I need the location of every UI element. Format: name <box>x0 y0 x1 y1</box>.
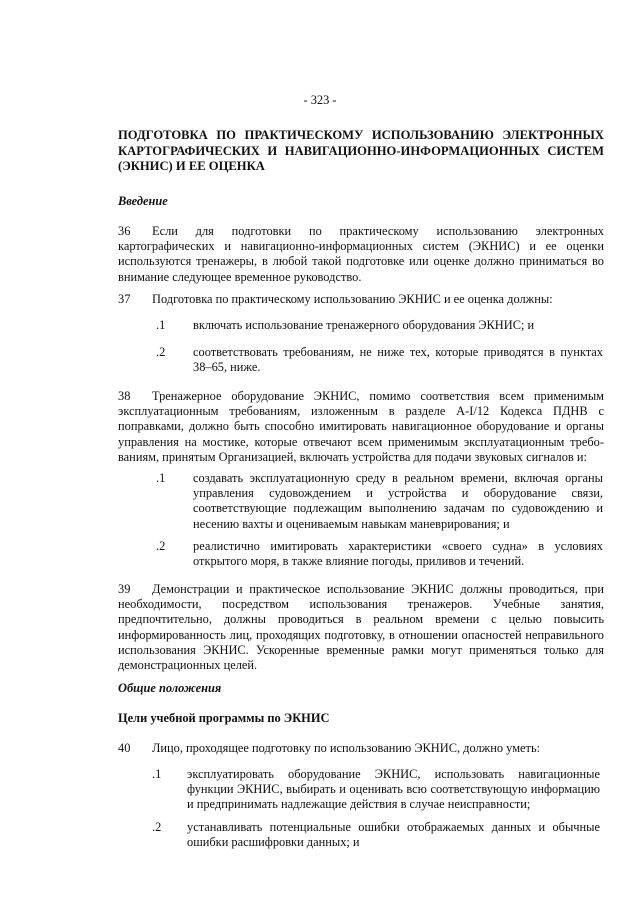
heading-general-provisions: Общие положения <box>118 681 222 695</box>
paragraph-number: 37 <box>118 292 131 306</box>
paragraph-40 <box>118 741 604 756</box>
paragraph-text: Демонстрации и практическое использование ЭКНИС должны проводиться, при необходимости, посредством использования тренажеров. Учебные занятия, предпочтительно, должны проводиться в реальном времени с целью повысить информированность лиц, проходящих подготовку, в отношении опасностей неправильного использования ЭКНИС. Ускоренные временные рамки могут применяться только для демонстрационных целей. <box>118 582 604 673</box>
paragraph-37 <box>118 292 604 307</box>
paragraph-number: 38 <box>118 389 131 403</box>
list-item-number: .2 <box>152 820 162 834</box>
list-item-text: соответствовать требованиям, не ниже тех, которые приводятся в пунктах 38–65, ниже. <box>193 345 603 375</box>
list-item-text: эксплуатировать оборудование ЭКНИС, использовать навигационные функции ЭКНИС, выбирать и оценивать всю соответствующую информацию и предпринимать надлежащие действия в случае неисправности; <box>187 767 600 812</box>
paragraph-text: Тренажерное оборудование ЭКНИС, помимо соответствия всем применимым эксплуатационным требованиям, изложенным в разделе A-I/12 Кодекса ПДНВ с поправками, должно быть способно имитировать навигационное оборудование и органы управления на мостике, которые отвечают всем применимым эксплуатационным требо-ваниям, принятым Организацией, включать устройства для подачи звуковых сигналов и: <box>118 389 604 464</box>
paragraph-number: 40 <box>118 741 131 755</box>
paragraph-number: 39 <box>118 582 131 596</box>
list-item-text: реалистично имитировать характеристики «своего судна» в условиях открытого моря, в также влияние погоды, приливов и течений. <box>193 539 603 569</box>
heading-curriculum-goals: Цели учебной программы по ЭКНИС <box>118 711 330 725</box>
list-item-number: .1 <box>156 471 166 485</box>
paragraph-39 <box>118 582 604 673</box>
list-item-text: включать использование тренажерного оборудования ЭКНИС; и <box>193 318 535 332</box>
paragraph-text: Подготовка по практическому использованию ЭКНИС и ее оценка должны: <box>152 292 553 306</box>
list-item-number: .1 <box>152 767 162 781</box>
section-title: ПОДГОТОВКА ПО ПРАКТИЧЕСКОМУ ИСПОЛЬЗОВАНИЮ ЭЛЕКТРОННЫХ КАРТОГРАФИЧЕСКИХ И НАВИГАЦИОННО-ИНФОРМАЦИОННЫХ СИСТЕМ (ЭКНИС) И ЕЕ ОЦЕНКА <box>118 128 604 174</box>
paragraph-text: Если для подготовки по практическому использованию электронных картографических и навигационно-информационных систем (ЭКНИС) и ее оценки используются тренажеры, в любой такой подготовке или оценке должно приниматься во внимание следующее временное руководство. <box>118 224 604 284</box>
list-item-number: .2 <box>156 539 166 553</box>
list-item-text: устанавливать потенциальные ошибки отображаемых данных и обычные ошибки расшифровки данных; и <box>187 820 600 850</box>
list-item-number: .1 <box>156 318 166 332</box>
paragraph-36 <box>118 224 604 285</box>
paragraph-text: Лицо, проходящее подготовку по использованию ЭКНИС, должно уметь: <box>152 741 541 755</box>
list-item-text: создавать эксплуатационную среду в реальном времени, включая органы управления судовождением и устройства и оборудование связи, соответствующие подлежащим выполнению задачам по судовождению и несению вахты и оцениваемым навыкам маневрирования; и <box>193 471 603 531</box>
paragraph-38 <box>118 389 604 465</box>
page-number: - 323 - <box>303 93 337 107</box>
paragraph-number: 36 <box>118 224 131 238</box>
list-item-number: .2 <box>156 345 166 359</box>
heading-introduction: Введение <box>118 194 168 208</box>
